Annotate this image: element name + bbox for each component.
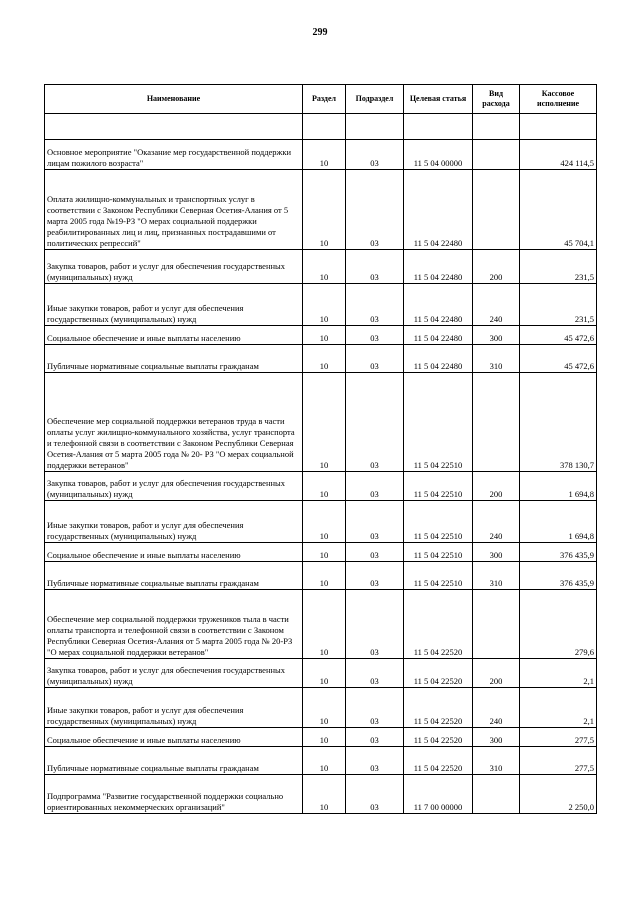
table-row	[45, 170, 597, 250]
cell-section: 10	[303, 250, 346, 284]
cell-target: 11 5 04 22520	[404, 747, 473, 775]
cell-subsection: 03	[346, 562, 404, 590]
cell-expense-type: 310	[473, 747, 520, 775]
cell-name: Социальное обеспечение и иные выплаты населению	[45, 543, 303, 562]
cell-subsection: 03	[346, 472, 404, 501]
cell-target: 11 5 04 22510	[404, 373, 473, 472]
cell-target: 11 5 04 22480	[404, 170, 473, 250]
table-row	[45, 250, 597, 284]
header-target: Целевая статья	[404, 85, 473, 114]
cell-expense-type	[473, 775, 520, 814]
cell-name: Социальное обеспечение и иные выплаты населению	[45, 728, 303, 747]
cell-amount: 376 435,9	[520, 543, 597, 562]
cell-amount: 277,5	[520, 747, 597, 775]
cell-target: 11 5 04 22520	[404, 688, 473, 728]
cell-target: 11 5 04 22480	[404, 326, 473, 345]
cell-subsection: 03	[346, 373, 404, 472]
cell-name: Публичные нормативные социальные выплаты гражданам	[45, 562, 303, 590]
cell-amount: 1 694,8	[520, 472, 597, 501]
table-row	[45, 590, 597, 659]
cell-expense-type: 240	[473, 501, 520, 543]
cell-expense-type: 200	[473, 250, 520, 284]
cell-section: 10	[303, 590, 346, 659]
cell-expense-type: 240	[473, 688, 520, 728]
cell-expense-type: 240	[473, 284, 520, 326]
cell-target: 11 5 04 22520	[404, 728, 473, 747]
cell-section: 10	[303, 140, 346, 170]
cell-amount: 376 435,9	[520, 562, 597, 590]
cell-subsection: 03	[346, 747, 404, 775]
cell-subsection: 03	[346, 590, 404, 659]
cell-amount: 2,1	[520, 659, 597, 688]
table-row	[45, 140, 597, 170]
cell-name: Иные закупки товаров, работ и услуг для обеспечения государственных (муниципальных) нужд	[45, 501, 303, 543]
cell-expense-type	[473, 590, 520, 659]
cell-target: 11 5 04 22480	[404, 284, 473, 326]
cell-section: 10	[303, 688, 346, 728]
cell-name: Основное мероприятие "Оказание мер государственной поддержки лицам пожилого возраста"	[45, 140, 303, 170]
cell-section: 10	[303, 728, 346, 747]
cell-section: 10	[303, 562, 346, 590]
cell-subsection: 03	[346, 345, 404, 373]
cell-expense-type: 300	[473, 326, 520, 345]
cell-expense-type: 310	[473, 562, 520, 590]
cell-name: Закупка товаров, работ и услуг для обеспечения государственных (муниципальных) нужд	[45, 659, 303, 688]
cell-amount: 378 130,7	[520, 373, 597, 472]
cell-expense-type	[473, 373, 520, 472]
cell-amount: 231,5	[520, 250, 597, 284]
cell-subsection: 03	[346, 140, 404, 170]
cell-target: 11 5 04 22510	[404, 501, 473, 543]
table-row	[45, 688, 597, 728]
cell-target: 11 5 04 22520	[404, 590, 473, 659]
cell-target: 11 5 04 22510	[404, 472, 473, 501]
table-row	[45, 659, 597, 688]
header-name: Наименование	[45, 85, 303, 114]
cell-amount: 231,5	[520, 284, 597, 326]
cell-section: 10	[303, 326, 346, 345]
cell-subsection: 03	[346, 659, 404, 688]
table-header-row	[45, 85, 597, 114]
cell-subsection: 03	[346, 170, 404, 250]
budget-table	[44, 84, 597, 814]
cell-amount: 279,6	[520, 590, 597, 659]
cell-name: Подпрограмма "Развитие государственной поддержки социально ориентированных некоммерческих организаций"	[45, 775, 303, 814]
cell-section: 10	[303, 659, 346, 688]
cell-amount: 2 250,0	[520, 775, 597, 814]
table-row	[45, 326, 597, 345]
table-row	[45, 543, 597, 562]
table-row	[45, 472, 597, 501]
cell-target: 11 5 04 22510	[404, 543, 473, 562]
cell-subsection: 03	[346, 728, 404, 747]
cell-name: Закупка товаров, работ и услуг для обеспечения государственных (муниципальных) нужд	[45, 472, 303, 501]
cell-expense-type: 200	[473, 659, 520, 688]
cell-section: 10	[303, 284, 346, 326]
cell-target: 11 5 04 22510	[404, 562, 473, 590]
cell-name: Публичные нормативные социальные выплаты гражданам	[45, 747, 303, 775]
cell-name: Обеспечение мер социальной поддержки ветеранов труда в части оплаты услуг жилищно-коммунального хозяйства, услуг транспорта и телефонной связи в соответствии с Законом Республики Северная Осетия-Алания от 5 марта 2005 года № 20- РЗ "О мерах социальной поддержки ветеранов"	[45, 373, 303, 472]
header-amount: Кассовое исполнение	[520, 85, 597, 114]
cell-subsection: 03	[346, 775, 404, 814]
cell-section: 10	[303, 170, 346, 250]
cell-target: 11 5 04 22520	[404, 659, 473, 688]
cell-section: 10	[303, 373, 346, 472]
cell-expense-type: 300	[473, 543, 520, 562]
table-row	[45, 562, 597, 590]
page-number: 299	[312, 27, 328, 38]
cell-expense-type	[473, 170, 520, 250]
table-row	[45, 284, 597, 326]
cell-section: 10	[303, 747, 346, 775]
cell-amount: 424 114,5	[520, 140, 597, 170]
cell-subsection: 03	[346, 284, 404, 326]
cell-target: 11 5 04 22480	[404, 250, 473, 284]
cell-target: 11 5 04 00000	[404, 140, 473, 170]
header-expense-type: Вид расхода	[473, 85, 520, 114]
table-row	[45, 501, 597, 543]
cell-amount: 2,1	[520, 688, 597, 728]
cell-subsection: 03	[346, 250, 404, 284]
table-row	[45, 747, 597, 775]
cell-section: 10	[303, 472, 346, 501]
cell-name: Социальное обеспечение и иные выплаты населению	[45, 326, 303, 345]
cell-name: Публичные нормативные социальные выплаты гражданам	[45, 345, 303, 373]
cell-amount: 45 472,6	[520, 345, 597, 373]
cell-name: Обеспечение мер социальной поддержки тружеников тыла в части оплаты транспорта и телефонной связи в соответствии с Законом Республики Северная Осетия-Алания от 5 марта 2005 года № 20-РЗ "О мерах социальной поддержки ветеранов"	[45, 590, 303, 659]
table-row	[45, 373, 597, 472]
cell-name: Оплата жилищно-коммунальных и транспортных услуг в соответствии с Законом Республики Северная Осетия-Алания от 5 марта 2005 года №19-РЗ "О мерах социальной поддержки реабилитированных лиц и лиц, признанных пострадавшими от политических репрессий"	[45, 170, 303, 250]
table-row	[45, 345, 597, 373]
cell-section: 10	[303, 775, 346, 814]
header-subsection: Подраздел	[346, 85, 404, 114]
cell-expense-type: 310	[473, 345, 520, 373]
cell-amount: 45 472,6	[520, 326, 597, 345]
table-row	[45, 728, 597, 747]
cell-amount: 1 694,8	[520, 501, 597, 543]
cell-subsection: 03	[346, 688, 404, 728]
header-section: Раздел	[303, 85, 346, 114]
cell-amount: 45 704,1	[520, 170, 597, 250]
blank-row	[45, 114, 597, 140]
cell-subsection: 03	[346, 501, 404, 543]
cell-section: 10	[303, 501, 346, 543]
cell-expense-type: 200	[473, 472, 520, 501]
cell-expense-type: 300	[473, 728, 520, 747]
cell-subsection: 03	[346, 326, 404, 345]
cell-section: 10	[303, 345, 346, 373]
cell-amount: 277,5	[520, 728, 597, 747]
cell-name: Закупка товаров, работ и услуг для обеспечения государственных (муниципальных) нужд	[45, 250, 303, 284]
cell-target: 11 7 00 00000	[404, 775, 473, 814]
cell-subsection: 03	[346, 543, 404, 562]
table-row	[45, 775, 597, 814]
cell-section: 10	[303, 543, 346, 562]
cell-name: Иные закупки товаров, работ и услуг для обеспечения государственных (муниципальных) нужд	[45, 688, 303, 728]
cell-expense-type	[473, 140, 520, 170]
cell-target: 11 5 04 22480	[404, 345, 473, 373]
cell-name: Иные закупки товаров, работ и услуг для обеспечения государственных (муниципальных) нужд	[45, 284, 303, 326]
